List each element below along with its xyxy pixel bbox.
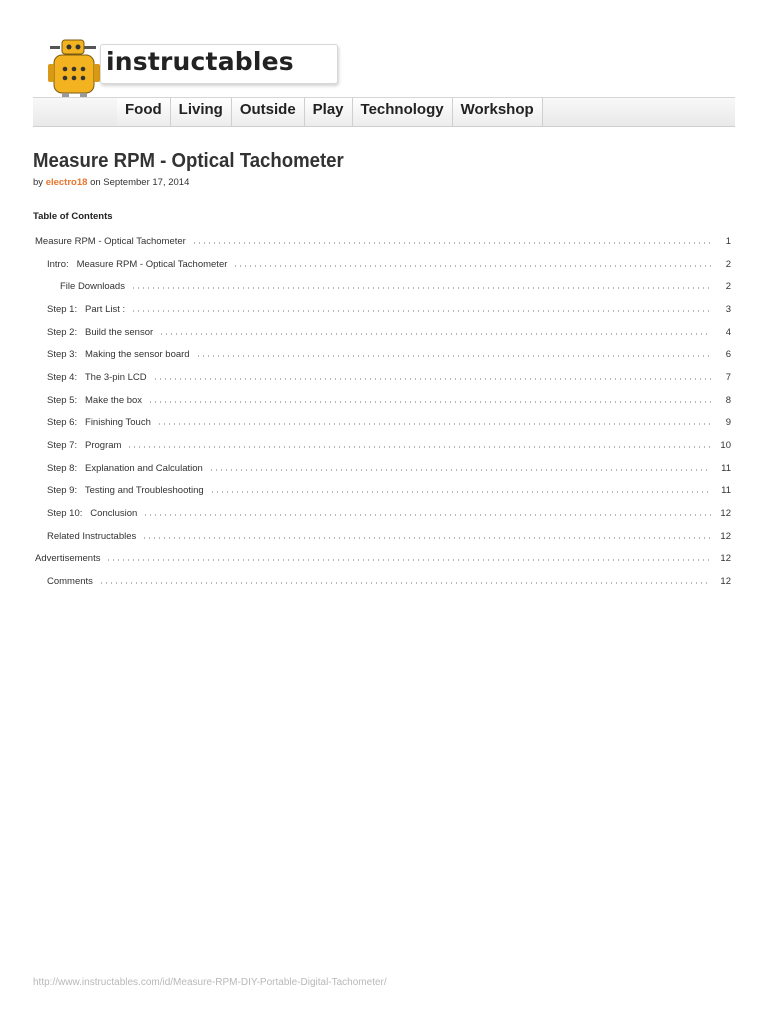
- toc-dot-leader: [131, 287, 711, 289]
- toc-entry[interactable]: [33, 389, 731, 412]
- toc-entry-label[interactable]: Step 10: Conclusion: [47, 508, 141, 519]
- toc-entry-label[interactable]: Step 5: Make the box: [47, 395, 146, 406]
- toc-entry-label[interactable]: File Downloads: [60, 281, 129, 292]
- toc-entry[interactable]: [33, 230, 731, 253]
- byline: [33, 177, 189, 188]
- logo-wordmark: instructables: [106, 47, 294, 76]
- toc-entry-label[interactable]: Step 1: Part List :: [47, 304, 129, 315]
- nav-item-food[interactable]: Food: [117, 98, 171, 126]
- toc-entry-page: 12: [720, 553, 731, 565]
- toc-entry[interactable]: [33, 366, 731, 389]
- nav-spacer: [33, 98, 117, 126]
- toc-dot-leader: [148, 401, 711, 403]
- toc-entry-label[interactable]: Advertisements: [35, 553, 104, 564]
- toc-entry[interactable]: [33, 480, 731, 503]
- toc-entry-label[interactable]: Related Instructables: [47, 531, 140, 542]
- toc-dot-leader: [209, 469, 711, 471]
- toc-entry-page: 10: [720, 440, 731, 452]
- toc-heading: Table of Contents: [33, 211, 113, 222]
- toc-entry-page: 12: [720, 530, 731, 542]
- toc-entry[interactable]: [33, 548, 731, 571]
- toc-entry-label[interactable]: Step 8: Explanation and Calculation: [47, 463, 207, 474]
- toc-dot-leader: [157, 423, 711, 425]
- toc-dot-leader: [153, 378, 711, 380]
- toc-entry[interactable]: [33, 253, 731, 276]
- toc-entry[interactable]: [33, 570, 731, 593]
- toc-entry[interactable]: [33, 525, 731, 548]
- toc-entry-label[interactable]: Step 3: Making the sensor board: [47, 349, 194, 360]
- toc-entry-label[interactable]: Comments: [47, 576, 97, 587]
- toc-entry-label[interactable]: Step 7: Program: [47, 440, 125, 451]
- toc-entry-page: 2: [725, 281, 731, 293]
- toc-entry-page: 12: [720, 508, 731, 520]
- nav-item-workshop[interactable]: Workshop: [453, 98, 543, 126]
- toc-entry-label[interactable]: Intro: Measure RPM - Optical Tachometer: [47, 259, 231, 270]
- toc-dot-leader: [127, 446, 711, 448]
- nav-item-living[interactable]: Living: [171, 98, 232, 126]
- toc-entry-label[interactable]: Step 2: Build the sensor: [47, 327, 157, 338]
- page-title: Measure RPM - Optical Tachometer: [33, 150, 344, 172]
- toc-dot-leader: [131, 310, 711, 312]
- toc-dot-leader: [159, 333, 711, 335]
- toc-entry[interactable]: [33, 321, 731, 344]
- toc-entry-page: 1: [725, 235, 731, 247]
- toc-entry[interactable]: [33, 412, 731, 435]
- nav-item-play[interactable]: Play: [305, 98, 353, 126]
- toc-dot-leader: [143, 514, 711, 516]
- toc-entry[interactable]: [33, 275, 731, 298]
- toc-entry-page: 11: [721, 485, 731, 497]
- toc-entry-label[interactable]: Measure RPM - Optical Tachometer: [35, 236, 190, 247]
- toc-entry[interactable]: [33, 502, 731, 525]
- toc-dot-leader: [142, 537, 711, 539]
- toc-entry[interactable]: [33, 343, 731, 366]
- author-link[interactable]: electro18: [45, 177, 88, 188]
- byline-date: on September 17, 2014: [90, 177, 190, 188]
- toc-entry-label[interactable]: Step 9: Testing and Troubleshooting: [47, 485, 208, 496]
- toc-dot-leader: [106, 559, 711, 561]
- toc-entry-page: 8: [725, 394, 731, 406]
- toc-dot-leader: [196, 355, 711, 357]
- toc-entry-page: 12: [720, 576, 731, 588]
- nav-item-outside[interactable]: Outside: [232, 98, 305, 126]
- toc-dot-leader: [192, 242, 711, 244]
- table-of-contents: [33, 230, 731, 593]
- toc-entry[interactable]: [33, 434, 731, 457]
- toc-entry-label[interactable]: Step 6: Finishing Touch: [47, 417, 155, 428]
- toc-entry-page: 11: [721, 462, 731, 474]
- toc-dot-leader: [210, 491, 711, 493]
- byline-by: by: [33, 177, 44, 188]
- toc-entry-page: 6: [725, 349, 731, 361]
- toc-dot-leader: [99, 582, 711, 584]
- toc-entry[interactable]: [33, 457, 731, 480]
- toc-dot-leader: [233, 265, 711, 267]
- category-nav: [33, 97, 735, 127]
- toc-entry-page: 3: [725, 303, 731, 315]
- nav-item-technology[interactable]: Technology: [353, 98, 453, 126]
- toc-entry[interactable]: [33, 298, 731, 321]
- toc-entry-page: 9: [725, 417, 731, 429]
- toc-entry-page: 7: [725, 371, 731, 383]
- footer-url-link[interactable]: http://www.instructables.com/id/Measure-RPM-DIY-Portable-Digital-Tachometer/: [33, 977, 387, 988]
- toc-entry-page: 2: [725, 258, 731, 270]
- toc-entry-page: 4: [725, 326, 731, 338]
- toc-entry-label[interactable]: Step 4: The 3-pin LCD: [47, 372, 151, 383]
